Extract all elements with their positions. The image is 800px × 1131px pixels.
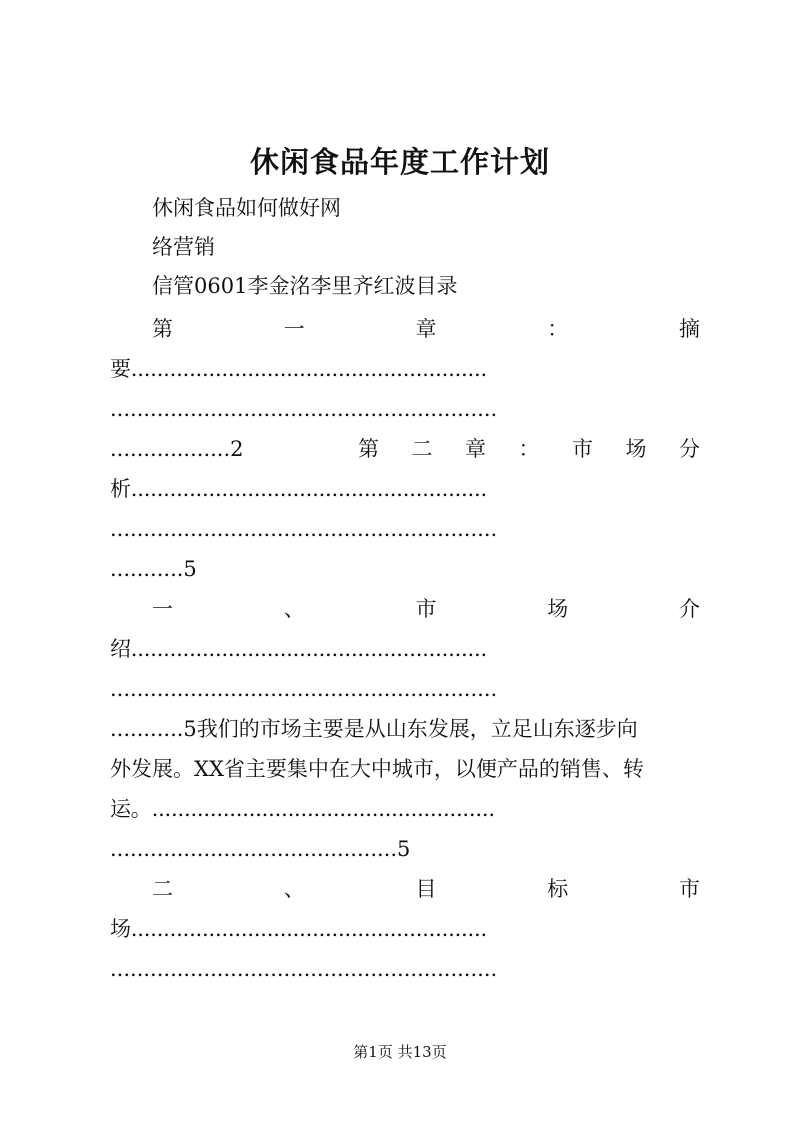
toc-section-2-continuation: 场....................................................... <box>110 917 487 941</box>
body-text-line: 运。..................................................... <box>110 797 495 821</box>
toc-page-number-line: ...........5 <box>110 557 197 581</box>
toc-char: ： <box>518 437 540 461</box>
toc-leader-dots: .......................................................... <box>110 397 498 421</box>
toc-chapter-2-continuation: 析....................................................... <box>110 477 487 501</box>
toc-char: 、 <box>283 877 305 901</box>
toc-char: 章 <box>465 437 486 461</box>
toc-char: 市 <box>415 597 437 621</box>
toc-char: 标 <box>547 877 569 901</box>
toc-char: 第 <box>152 317 173 341</box>
body-text-line: ...........5我们的市场主要是从山东发展，立足山东逐步向 <box>110 717 638 741</box>
toc-char: 介 <box>679 597 700 621</box>
toc-leader-dots: .......................................................... <box>110 677 498 701</box>
toc-char: 一 <box>152 597 173 621</box>
toc-char: 二 <box>152 877 173 901</box>
toc-char: ： <box>547 317 569 341</box>
toc-leader-dots: .......................................................... <box>110 517 498 541</box>
text-line-3: 信管0601李金洺李里齐红波目录 <box>152 274 458 298</box>
toc-char: 摘 <box>679 317 700 341</box>
toc-char: 分 <box>679 437 700 461</box>
text-line-1: 休闲食品如何做好网 <box>152 196 341 220</box>
toc-char: 场 <box>625 437 647 461</box>
document-title: 休闲食品年度工作计划 <box>249 145 550 179</box>
toc-char: 二 <box>411 437 433 461</box>
toc-char: 市 <box>679 877 700 901</box>
toc-char: 市 <box>572 437 593 461</box>
body-text-line: ...........................................5 <box>110 837 411 861</box>
text-line-2: 络营销 <box>152 235 215 259</box>
toc-char: 第 <box>358 437 379 461</box>
toc-section-1-continuation: 绍....................................................... <box>110 637 487 661</box>
toc-char: 、 <box>283 597 305 621</box>
toc-leader-page: ..................2 <box>110 437 244 461</box>
toc-char: 章 <box>415 317 437 341</box>
page-footer: 第1页 共13页 <box>353 1043 447 1061</box>
toc-char: 一 <box>283 317 305 341</box>
toc-leader-dots: .......................................................... <box>110 957 498 981</box>
toc-chapter-1-continuation: 要....................................................... <box>110 357 487 381</box>
toc-char: 目 <box>415 877 437 901</box>
body-text-line: 外发展。XX省主要集中在大中城市，以便产品的销售、转 <box>110 757 644 781</box>
toc-char: 场 <box>547 597 569 621</box>
